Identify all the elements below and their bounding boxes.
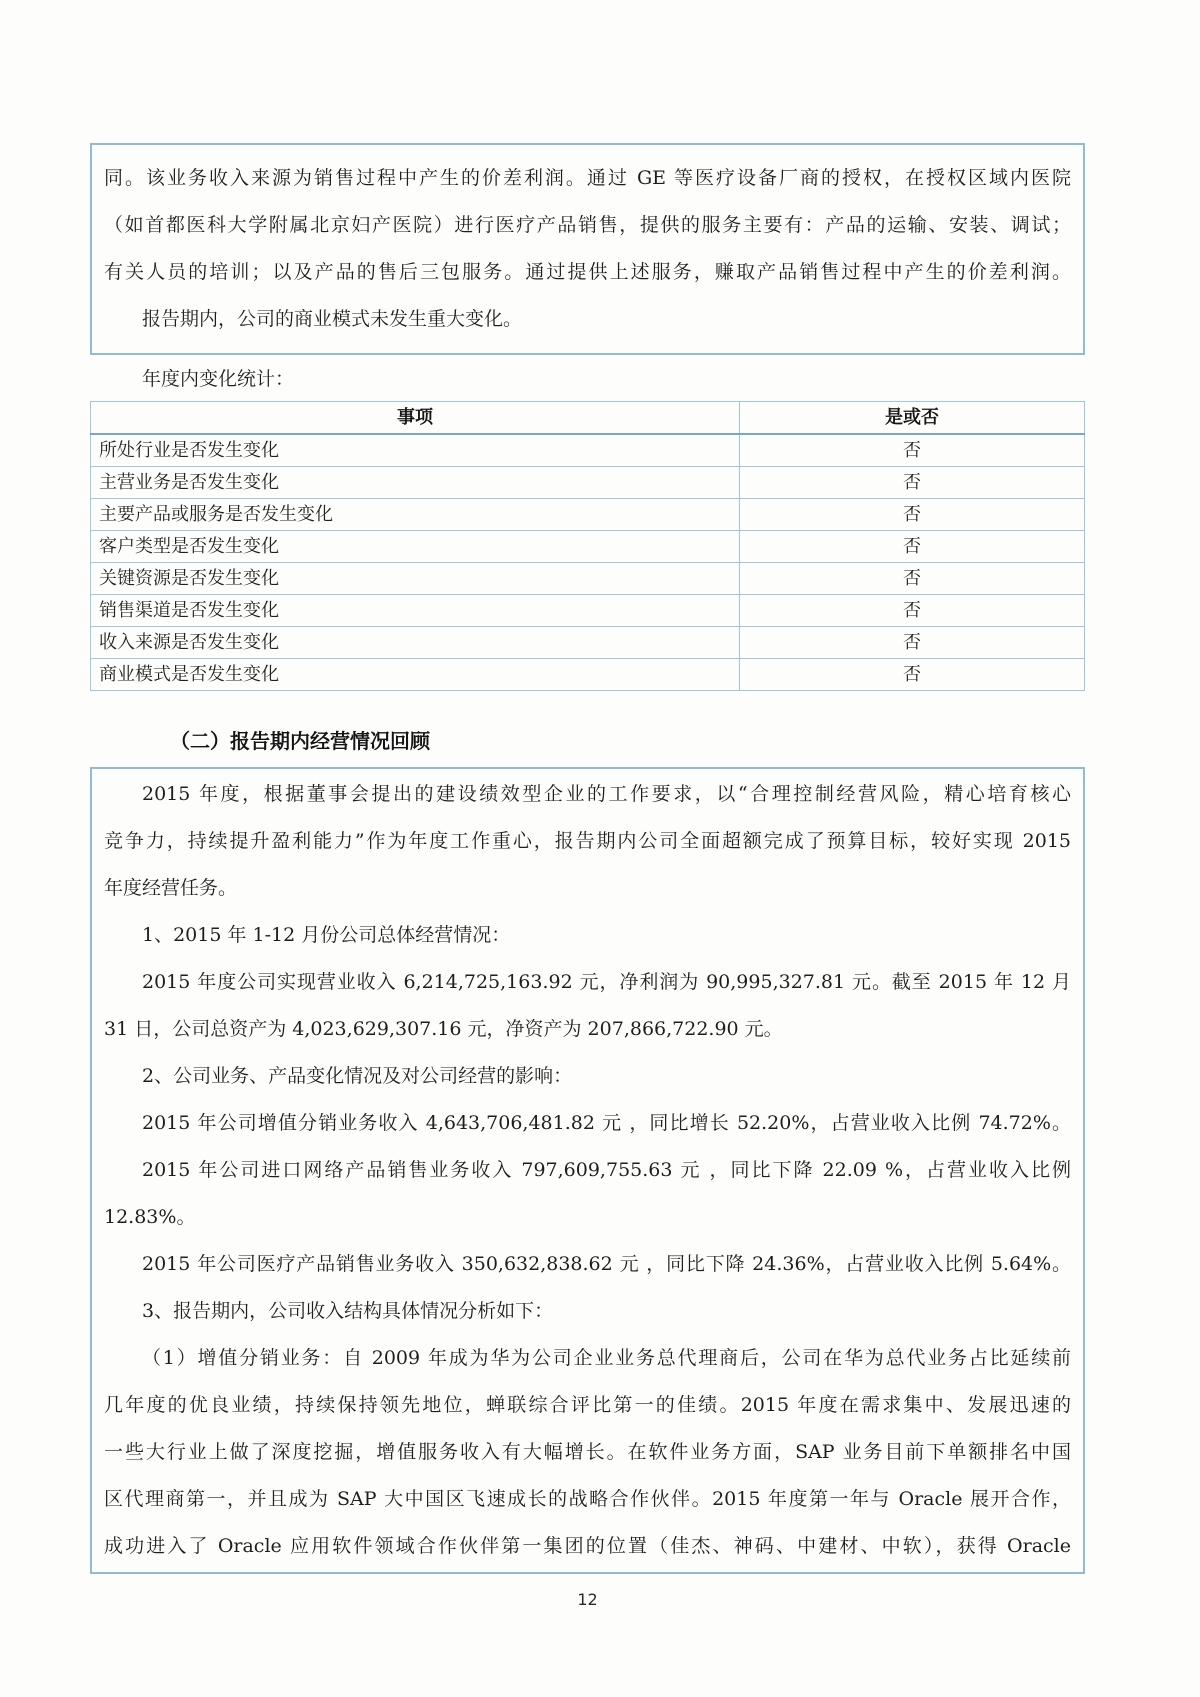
text-line: 2015 年公司增值分销业务收入 4,643,706,481.82 元 ，同比增长 52.20%，占营业收入比例 74.72%。 [142, 1112, 1071, 1134]
table-row [91, 627, 1085, 659]
table-row [91, 595, 1085, 627]
text-line: 年度经营任务。 [104, 877, 238, 899]
text-line: 2、公司业务、产品变化情况及对公司经营的影响： [142, 1065, 573, 1087]
text-line: 3、报告期内，公司收入结构具体情况分析如下： [142, 1300, 554, 1322]
table-cell-answer: 否 [740, 467, 1085, 499]
table-cell-item: 关键资源是否发生变化 [91, 563, 740, 595]
text-line: 2015 年度，根据董事会提出的建设绩效型企业的工作要求，以“合理控制经营风险，精心培育核心 [142, 783, 1071, 805]
text-line: 2015 年度公司实现营业收入 6,214,725,163.92 元，净利润为 90,995,327.81 元。截至 2015 年 12 月 [142, 971, 1071, 993]
table-cell-item: 商业模式是否发生变化 [91, 659, 740, 691]
table-row [91, 499, 1085, 531]
table-row [91, 563, 1085, 595]
table-row [91, 467, 1085, 499]
table-header-answer: 是或否 [740, 402, 1085, 435]
text-line: 1、2015 年 1-12 月份公司总体经营情况： [142, 924, 511, 946]
table-cell-answer: 否 [740, 659, 1085, 691]
page-number: 12 [577, 1590, 598, 1609]
business-model-paragraph-box [90, 143, 1085, 355]
text-line: 区代理商第一，并且成为 SAP 大中国区飞速成长的战略合作伙伴。2015 年度第一年与 Oracle 展开合作， [104, 1488, 1071, 1510]
paragraph-lines [104, 771, 1071, 1570]
table-cell-item: 收入来源是否发生变化 [91, 627, 740, 659]
table-row [91, 434, 1085, 467]
table-caption: 年度内变化统计： [142, 368, 295, 390]
text-line: 31 日，公司总资产为 4,023,629,307.16 元，净资产为 207,866,722.90 元。 [104, 1018, 783, 1040]
text-line: 12.83%。 [104, 1206, 196, 1228]
table-cell-answer: 否 [740, 531, 1085, 563]
annual-change-table [90, 401, 1085, 691]
table-cell-answer: 否 [740, 563, 1085, 595]
table-cell-item: 所处行业是否发生变化 [91, 434, 740, 467]
text-line: （1）增值分销业务：自 2009 年成为华为公司企业业务总代理商后，公司在华为总代业务占比延续前 [142, 1347, 1071, 1369]
table-cell-answer: 否 [740, 499, 1085, 531]
table-cell-item: 主营业务是否发生变化 [91, 467, 740, 499]
text-line: 一些大行业上做了深度挖掘，增值服务收入有大幅增长。在软件业务方面，SAP 业务目前下单额排名中国 [104, 1441, 1071, 1463]
table-cell-answer: 否 [740, 627, 1085, 659]
text-line: 2015 年公司进口网络产品销售业务收入 797,609,755.63 元 ，同比下降 22.09 %，占营业收入比例 [142, 1159, 1071, 1181]
table-cell-item: 销售渠道是否发生变化 [91, 595, 740, 627]
table-row [91, 659, 1085, 691]
table-cell-item: 客户类型是否发生变化 [91, 531, 740, 563]
operations-review-box [90, 767, 1085, 1574]
table-row [91, 531, 1085, 563]
table-cell-answer: 否 [740, 595, 1085, 627]
text-line: 成功进入了 Oracle 应用软件领域合作伙伴第一集团的位置（佳杰、神码、中建材、中软），获得 Oracle [104, 1535, 1071, 1557]
text-line: 2015 年公司医疗产品销售业务收入 350,632,838.62 元 ，同比下降 24.36%，占营业收入比例 5.64%。 [142, 1253, 1071, 1275]
paragraph-lines [104, 155, 1071, 343]
text-line: （如首都医科大学附属北京妇产医院）进行医疗产品销售，提供的服务主要有：产品的运输、安装、调试； [104, 214, 1071, 236]
text-line: 几年度的优良业绩，持续保持领先地位，蝉联综合评比第一的佳绩。2015 年度在需求集中、发展迅速的 [104, 1394, 1071, 1416]
table-cell-item: 主要产品或服务是否发生变化 [91, 499, 740, 531]
table-header-row [91, 402, 1085, 435]
text-line: 同。该业务收入来源为销售过程中产生的价差利润。通过 GE 等医疗设备厂商的授权，在授权区域内医院 [104, 167, 1071, 189]
table-header-item: 事项 [91, 402, 740, 435]
section-heading: （二）报告期内经营情况回顾 [170, 729, 430, 753]
text-line: 有关人员的培训；以及产品的售后三包服务。通过提供上述服务，赚取产品销售过程中产生的价差利润。 [104, 261, 1071, 283]
document-page [90, 0, 1085, 1609]
table-cell-answer: 否 [740, 434, 1085, 467]
text-line: 报告期内，公司的商业模式未发生重大变化。 [142, 308, 523, 330]
text-line: 竞争力，持续提升盈利能力”作为年度工作重心，报告期内公司全面超额完成了预算目标，较好实现 2015 [104, 830, 1071, 852]
